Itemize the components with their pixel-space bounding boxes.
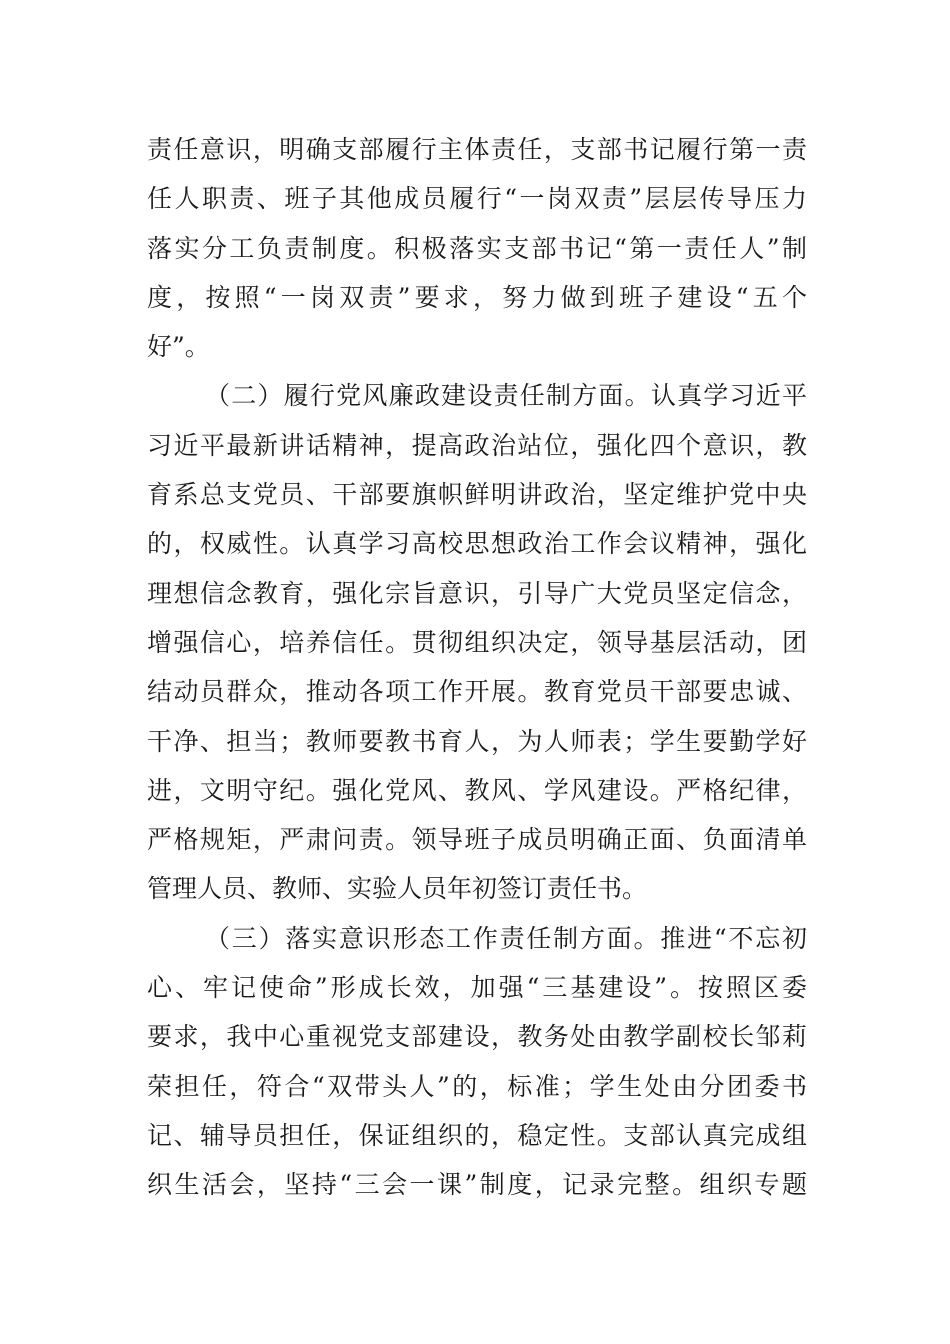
text-line: 习近平最新讲话精神，提高政治站位，强化四个意识，教	[147, 430, 807, 460]
text-line: 增强信心，培养信任。贯彻组织决定，领导基层活动，团	[147, 627, 807, 657]
text-line: 管理人员、教师、实验人员年初签订责任书。	[147, 874, 648, 904]
text-line: 任人职责、班子其他成员履行“一岗双责”层层传导压力	[147, 184, 807, 214]
document-body	[147, 125, 807, 1210]
text-line: 落实分工负责制度。积极落实支部书记“第一责任人”制	[147, 233, 807, 263]
section-heading-line: （二）履行党风廉政建设责任制方面。认真学习近平	[205, 381, 807, 411]
text-line: 理想信念教育，强化宗旨意识，引导广大党员坚定信念，	[147, 578, 807, 608]
text-line: 结动员群众，推动各项工作开展。教育党员干部要忠诚、	[147, 677, 807, 707]
text-line: 心、牢记使命”形成长效，加强“三基建设”。按照区委	[147, 973, 807, 1003]
text-line: 严格规矩，严肃问责。领导班子成员明确正面、负面清单	[147, 825, 807, 855]
text-line: 责任意识，明确支部履行主体责任，支部书记履行第一责	[147, 135, 807, 164]
text-line: 要求，我中心重视党支部建设，教务处由教学副校长邹莉	[147, 1022, 807, 1052]
text-line: 好”。	[147, 332, 210, 362]
section-heading-line: （三）落实意识形态工作责任制方面。推进“不忘初	[205, 923, 807, 953]
text-line: 度，按照“一岗双责”要求，努力做到班子建设“五个	[147, 282, 807, 312]
text-line: 育系总支党员、干部要旗帜鲜明讲政治，坚定维护党中央	[147, 480, 807, 510]
text-line: 织生活会，坚持“三会一课”制度，记录完整。组织专题	[147, 1170, 807, 1200]
text-line: 进，文明守纪。强化党风、教风、学风建设。严格纪律，	[147, 775, 807, 805]
text-line: 记、辅导员担任，保证组织的，稳定性。支部认真完成组	[147, 1120, 807, 1150]
text-line: 荣担任，符合“双带头人”的，标准；学生处由分团委书	[147, 1071, 807, 1101]
text-line: 的，权威性。认真学习高校思想政治工作会议精神，强化	[147, 529, 807, 559]
text-line: 干净、担当；教师要教书育人，为人师表；学生要勤学好	[147, 726, 807, 756]
